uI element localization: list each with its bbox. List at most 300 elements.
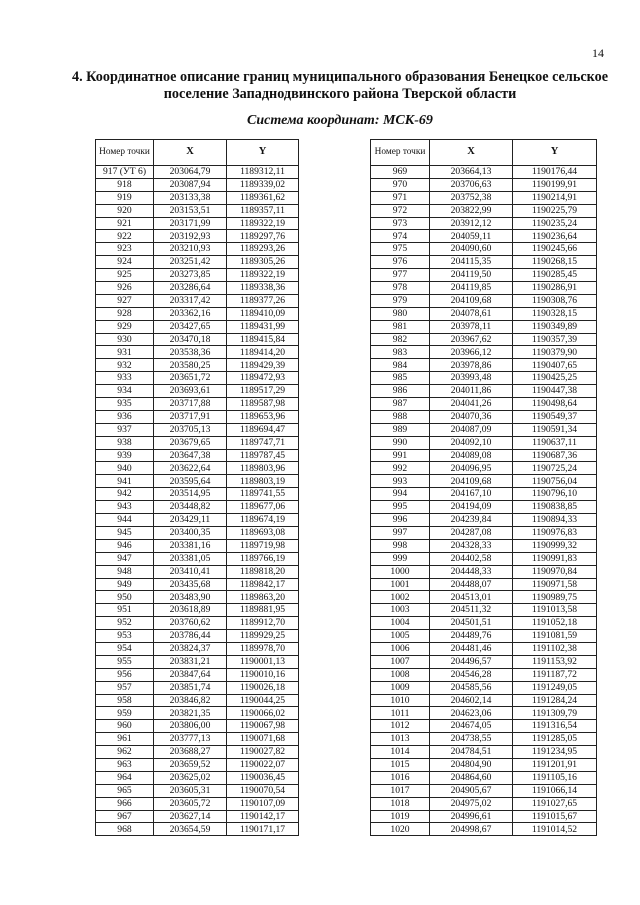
cell-x: 204585,56: [430, 681, 513, 694]
cell-y: 1190236,64: [513, 230, 597, 243]
cell-point-number: 960: [96, 720, 154, 733]
coordinates-table-right: [370, 139, 597, 836]
table-row: [96, 526, 299, 539]
cell-x: 204602,14: [430, 694, 513, 707]
table-row: [371, 630, 597, 643]
cell-x: 203514,95: [154, 488, 227, 501]
cell-point-number: 998: [371, 539, 430, 552]
table-row: [96, 617, 299, 630]
cell-point-number: 1015: [371, 758, 430, 771]
cell-y: 1190245,66: [513, 243, 597, 256]
cell-y: 1189414,20: [227, 346, 299, 359]
cell-point-number: 929: [96, 320, 154, 333]
cell-y: 1189881,95: [227, 604, 299, 617]
cell-x: 203483,90: [154, 591, 227, 604]
cell-point-number: 1003: [371, 604, 430, 617]
cell-point-number: 925: [96, 269, 154, 282]
table-row: [371, 642, 597, 655]
cell-x: 203273,85: [154, 269, 227, 282]
cell-y: 1189322,19: [227, 217, 299, 230]
cell-y: 1191201,91: [513, 758, 597, 771]
table-row: [96, 707, 299, 720]
coordinates-table-left: [95, 139, 299, 836]
table-row: [96, 823, 299, 836]
cell-point-number: 967: [96, 810, 154, 823]
table-row: [96, 758, 299, 771]
table-row: [96, 294, 299, 307]
table-row: [96, 488, 299, 501]
cell-y: 1189803,96: [227, 462, 299, 475]
cell-point-number: 1012: [371, 720, 430, 733]
cell-point-number: 927: [96, 294, 154, 307]
table-row: [96, 307, 299, 320]
cell-point-number: 941: [96, 475, 154, 488]
cell-y: 1190357,39: [513, 333, 597, 346]
cell-point-number: 945: [96, 526, 154, 539]
table-row: [96, 243, 299, 256]
cell-point-number: 936: [96, 410, 154, 423]
cell-x: 204239,84: [430, 514, 513, 527]
cell-point-number: 965: [96, 784, 154, 797]
table-row: [96, 810, 299, 823]
cell-y: 1191081,59: [513, 630, 597, 643]
cell-point-number: 983: [371, 346, 430, 359]
table-row: [371, 617, 597, 630]
cell-point-number: 996: [371, 514, 430, 527]
cell-y: 1191013,58: [513, 604, 597, 617]
cell-point-number: 922: [96, 230, 154, 243]
cell-y: 1190687,36: [513, 449, 597, 462]
cell-point-number: 979: [371, 294, 430, 307]
cell-point-number: 957: [96, 681, 154, 694]
cell-x: 204448,33: [430, 565, 513, 578]
cell-y: 1190971,58: [513, 578, 597, 591]
cell-point-number: 976: [371, 256, 430, 269]
cell-x: 203317,42: [154, 294, 227, 307]
table-row: [96, 449, 299, 462]
cell-x: 204402,58: [430, 552, 513, 565]
cell-x: 204194,09: [430, 501, 513, 514]
table-row: [96, 256, 299, 269]
table-row: [96, 269, 299, 282]
cell-x: 203851,74: [154, 681, 227, 694]
cell-point-number: 919: [96, 191, 154, 204]
cell-point-number: 1018: [371, 797, 430, 810]
cell-x: 203847,64: [154, 668, 227, 681]
cell-point-number: 969: [371, 166, 430, 179]
cell-x: 204059,11: [430, 230, 513, 243]
cell-x: 203993,48: [430, 372, 513, 385]
cell-x: 203717,88: [154, 398, 227, 411]
table-row: [371, 488, 597, 501]
cell-x: 204501,51: [430, 617, 513, 630]
cell-x: 203978,86: [430, 359, 513, 372]
cell-point-number: 986: [371, 385, 430, 398]
table-row: [371, 462, 597, 475]
cell-x: 203448,82: [154, 501, 227, 514]
cell-x: 203595,64: [154, 475, 227, 488]
cell-y: 1189305,26: [227, 256, 299, 269]
cell-y: 1190066,02: [227, 707, 299, 720]
cell-x: 204784,51: [430, 746, 513, 759]
cell-point-number: 940: [96, 462, 154, 475]
cell-point-number: 1006: [371, 642, 430, 655]
cell-x: 203966,12: [430, 346, 513, 359]
cell-x: 203470,18: [154, 333, 227, 346]
cell-point-number: 993: [371, 475, 430, 488]
cell-y: 1190447,38: [513, 385, 597, 398]
header-x: X: [430, 140, 513, 166]
cell-x: 204738,55: [430, 733, 513, 746]
table-row: [371, 655, 597, 668]
cell-point-number: 938: [96, 436, 154, 449]
cell-point-number: 950: [96, 591, 154, 604]
cell-y: 1189431,99: [227, 320, 299, 333]
cell-point-number: 939: [96, 449, 154, 462]
table-row: [371, 591, 597, 604]
cell-x: 204998,67: [430, 823, 513, 836]
cell-x: 204089,08: [430, 449, 513, 462]
table-row: [371, 269, 597, 282]
table-row: [371, 385, 597, 398]
table-row: [371, 823, 597, 836]
cell-x: 203192,93: [154, 230, 227, 243]
cell-x: 203381,05: [154, 552, 227, 565]
table-row: [96, 681, 299, 694]
document-heading: 4. Координатное описание границ муниципального образования Бенецкое сельское поселение Западнодвинского района Тверской области: [71, 69, 608, 102]
cell-y: 1190026,18: [227, 681, 299, 694]
cell-x: 204546,28: [430, 668, 513, 681]
cell-y: 1190796,10: [513, 488, 597, 501]
cell-x: 203647,38: [154, 449, 227, 462]
cell-point-number: 917 (УТ 6): [96, 166, 154, 179]
cell-y: 1189357,11: [227, 204, 299, 217]
table-row: [96, 797, 299, 810]
table-row: [96, 359, 299, 372]
cell-x: 204511,32: [430, 604, 513, 617]
cell-point-number: 935: [96, 398, 154, 411]
cell-point-number: 959: [96, 707, 154, 720]
cell-point-number: 1001: [371, 578, 430, 591]
cell-x: 204674,05: [430, 720, 513, 733]
cell-x: 203659,52: [154, 758, 227, 771]
table-row: [371, 243, 597, 256]
cell-y: 1189766,19: [227, 552, 299, 565]
cell-y: 1189312,11: [227, 166, 299, 179]
cell-x: 204287,08: [430, 526, 513, 539]
cell-y: 1189929,25: [227, 630, 299, 643]
cell-point-number: 932: [96, 359, 154, 372]
cell-point-number: 964: [96, 771, 154, 784]
table-row: [96, 655, 299, 668]
cell-x: 204078,61: [430, 307, 513, 320]
cell-y: 1190989,75: [513, 591, 597, 604]
table-row: [96, 771, 299, 784]
cell-point-number: 991: [371, 449, 430, 462]
table-body-left: [96, 166, 299, 836]
cell-y: 1190407,65: [513, 359, 597, 372]
cell-y: 1189587,98: [227, 398, 299, 411]
cell-x: 203064,79: [154, 166, 227, 179]
table-row: [371, 166, 597, 179]
cell-y: 1189377,26: [227, 294, 299, 307]
cell-point-number: 1005: [371, 630, 430, 643]
cell-point-number: 920: [96, 204, 154, 217]
cell-y: 1190976,83: [513, 526, 597, 539]
cell-y: 1189653,96: [227, 410, 299, 423]
cell-y: 1190308,76: [513, 294, 597, 307]
cell-point-number: 937: [96, 423, 154, 436]
table-row: [371, 449, 597, 462]
header-x: X: [154, 140, 227, 166]
cell-y: 1190637,11: [513, 436, 597, 449]
cell-y: 1190894,33: [513, 514, 597, 527]
table-row: [96, 591, 299, 604]
cell-y: 1189719,98: [227, 539, 299, 552]
cell-point-number: 1010: [371, 694, 430, 707]
cell-x: 203427,65: [154, 320, 227, 333]
cell-x: 203410,41: [154, 565, 227, 578]
cell-point-number: 999: [371, 552, 430, 565]
table-row: [96, 720, 299, 733]
cell-x: 203786,44: [154, 630, 227, 643]
cell-x: 204623,06: [430, 707, 513, 720]
table-row: [371, 294, 597, 307]
cell-point-number: 963: [96, 758, 154, 771]
cell-x: 204109,68: [430, 294, 513, 307]
cell-y: 1190591,34: [513, 423, 597, 436]
table-row: [96, 746, 299, 759]
cell-y: 1190425,25: [513, 372, 597, 385]
cell-point-number: 980: [371, 307, 430, 320]
cell-y: 1190225,79: [513, 204, 597, 217]
cell-y: 1189415,84: [227, 333, 299, 346]
table-row: [371, 565, 597, 578]
header-y: Y: [513, 140, 597, 166]
cell-y: 1191105,16: [513, 771, 597, 784]
cell-x: 203286,64: [154, 282, 227, 295]
cell-point-number: 972: [371, 204, 430, 217]
cell-y: 1191015,67: [513, 810, 597, 823]
cell-x: 204096,95: [430, 462, 513, 475]
table-row: [371, 217, 597, 230]
cell-x: 204975,02: [430, 797, 513, 810]
table-row: [96, 552, 299, 565]
cell-x: 204119,85: [430, 282, 513, 295]
table-row: [96, 604, 299, 617]
cell-y: 1189677,06: [227, 501, 299, 514]
cell-x: 203824,37: [154, 642, 227, 655]
table-row: [371, 578, 597, 591]
cell-x: 204090,60: [430, 243, 513, 256]
table-row: [371, 178, 597, 191]
cell-point-number: 966: [96, 797, 154, 810]
cell-y: 1190756,04: [513, 475, 597, 488]
cell-x: 203822,99: [430, 204, 513, 217]
cell-y: 1189842,17: [227, 578, 299, 591]
cell-x: 204167,10: [430, 488, 513, 501]
table-row: [96, 230, 299, 243]
table-row: [371, 256, 597, 269]
cell-x: 203362,16: [154, 307, 227, 320]
table-row: [96, 578, 299, 591]
cell-y: 1189429,39: [227, 359, 299, 372]
cell-y: 1189297,76: [227, 230, 299, 243]
cell-x: 204041,26: [430, 398, 513, 411]
table-row: [371, 810, 597, 823]
table-row: [96, 475, 299, 488]
cell-point-number: 943: [96, 501, 154, 514]
cell-y: 1190071,68: [227, 733, 299, 746]
table-row: [96, 333, 299, 346]
cell-x: 203693,61: [154, 385, 227, 398]
cell-point-number: 923: [96, 243, 154, 256]
cell-point-number: 994: [371, 488, 430, 501]
cell-y: 1190142,17: [227, 810, 299, 823]
cell-x: 203967,62: [430, 333, 513, 346]
cell-x: 204804,90: [430, 758, 513, 771]
cell-y: 1189472,93: [227, 372, 299, 385]
cell-x: 203605,72: [154, 797, 227, 810]
table-row: [371, 526, 597, 539]
cell-point-number: 984: [371, 359, 430, 372]
table-row: [371, 707, 597, 720]
cell-point-number: 981: [371, 320, 430, 333]
cell-point-number: 956: [96, 668, 154, 681]
cell-x: 203381,16: [154, 539, 227, 552]
cell-y: 1190214,91: [513, 191, 597, 204]
table-row: [371, 398, 597, 411]
cell-point-number: 952: [96, 617, 154, 630]
cell-x: 204481,46: [430, 642, 513, 655]
cell-point-number: 970: [371, 178, 430, 191]
cell-x: 203978,11: [430, 320, 513, 333]
cell-y: 1190285,45: [513, 269, 597, 282]
cell-y: 1191102,38: [513, 642, 597, 655]
cell-x: 204109,68: [430, 475, 513, 488]
cell-x: 204488,07: [430, 578, 513, 591]
table-row: [96, 733, 299, 746]
cell-x: 203627,14: [154, 810, 227, 823]
cell-y: 1190999,32: [513, 539, 597, 552]
cell-y: 1190027,82: [227, 746, 299, 759]
table-row: [371, 410, 597, 423]
cell-y: 1190268,15: [513, 256, 597, 269]
table-row: [96, 346, 299, 359]
table-row: [371, 552, 597, 565]
cell-y: 1190838,85: [513, 501, 597, 514]
cell-point-number: 987: [371, 398, 430, 411]
cell-point-number: 934: [96, 385, 154, 398]
table-row: [371, 282, 597, 295]
cell-y: 1189322,19: [227, 269, 299, 282]
cell-y: 1191316,54: [513, 720, 597, 733]
cell-point-number: 977: [371, 269, 430, 282]
cell-x: 203435,68: [154, 578, 227, 591]
cell-point-number: 961: [96, 733, 154, 746]
cell-point-number: 933: [96, 372, 154, 385]
table-row: [96, 694, 299, 707]
cell-x: 203777,13: [154, 733, 227, 746]
table-row: [96, 282, 299, 295]
cell-point-number: 928: [96, 307, 154, 320]
cell-y: 1189912,70: [227, 617, 299, 630]
table-body-right: [371, 166, 597, 836]
cell-point-number: 942: [96, 488, 154, 501]
cell-x: 203580,25: [154, 359, 227, 372]
cell-point-number: 954: [96, 642, 154, 655]
cell-x: 204864,60: [430, 771, 513, 784]
cell-y: 1191309,79: [513, 707, 597, 720]
cell-point-number: 955: [96, 655, 154, 668]
cell-y: 1190171,17: [227, 823, 299, 836]
cell-y: 1189978,70: [227, 642, 299, 655]
cell-point-number: 974: [371, 230, 430, 243]
cell-point-number: 951: [96, 604, 154, 617]
cell-x: 203429,11: [154, 514, 227, 527]
cell-x: 203400,35: [154, 526, 227, 539]
cell-point-number: 988: [371, 410, 430, 423]
cell-x: 203679,65: [154, 436, 227, 449]
cell-point-number: 953: [96, 630, 154, 643]
cell-point-number: 918: [96, 178, 154, 191]
table-row: [96, 565, 299, 578]
cell-y: 1190036,45: [227, 771, 299, 784]
cell-y: 1190010,16: [227, 668, 299, 681]
cell-x: 203087,94: [154, 178, 227, 191]
table-row: [371, 668, 597, 681]
cell-x: 203153,51: [154, 204, 227, 217]
cell-point-number: 944: [96, 514, 154, 527]
table-row: [371, 771, 597, 784]
cell-point-number: 975: [371, 243, 430, 256]
cell-y: 1191234,95: [513, 746, 597, 759]
cell-x: 204328,33: [430, 539, 513, 552]
table-row: [96, 372, 299, 385]
cell-point-number: 982: [371, 333, 430, 346]
table-row: [371, 694, 597, 707]
cell-point-number: 973: [371, 217, 430, 230]
table-row: [96, 630, 299, 643]
cell-x: 204119,50: [430, 269, 513, 282]
cell-x: 204092,10: [430, 436, 513, 449]
cell-y: 1190991,83: [513, 552, 597, 565]
cell-point-number: 921: [96, 217, 154, 230]
table-row: [371, 191, 597, 204]
cell-x: 203717,91: [154, 410, 227, 423]
cell-y: 1189693,08: [227, 526, 299, 539]
table-row: [96, 539, 299, 552]
table-row: [371, 475, 597, 488]
cell-y: 1190498,64: [513, 398, 597, 411]
header-y: Y: [227, 140, 299, 166]
table-row: [96, 410, 299, 423]
table-row: [371, 733, 597, 746]
cell-point-number: 997: [371, 526, 430, 539]
table-row: [371, 539, 597, 552]
table-row: [96, 191, 299, 204]
cell-y: 1189361,62: [227, 191, 299, 204]
cell-y: 1190970,84: [513, 565, 597, 578]
table-row: [371, 436, 597, 449]
cell-x: 203688,27: [154, 746, 227, 759]
cell-y: 1189741,55: [227, 488, 299, 501]
table-header-row: [371, 140, 597, 166]
cell-y: 1189787,45: [227, 449, 299, 462]
cell-point-number: 989: [371, 423, 430, 436]
table-row: [371, 204, 597, 217]
cell-x: 204087,09: [430, 423, 513, 436]
